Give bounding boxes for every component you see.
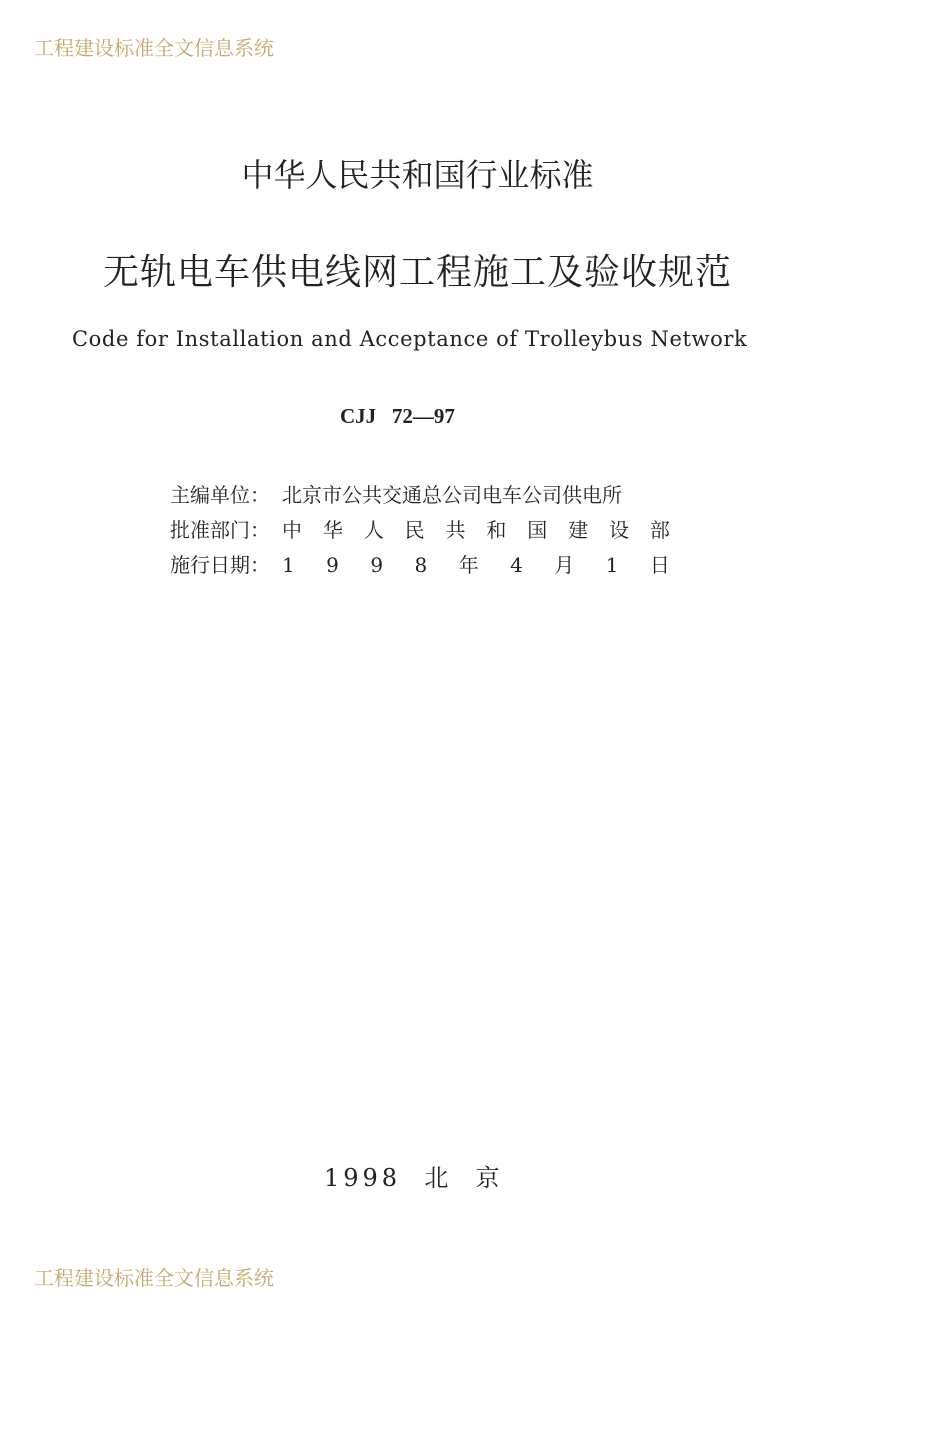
date-char: 9 xyxy=(326,553,339,577)
standard-category: 中华人民共和国行业标准 xyxy=(241,156,594,194)
date-char: 9 xyxy=(370,553,384,577)
approver-char: 华 xyxy=(322,518,343,542)
date-char: 日 xyxy=(649,553,670,577)
editor-label: 主编单位： xyxy=(170,483,270,507)
approver-char: 共 xyxy=(445,518,466,542)
editor-value: 北京市公共交通总公司电车公司供电所 xyxy=(282,483,622,507)
approver-char: 部 xyxy=(649,518,670,542)
effective-date-value xyxy=(282,552,670,587)
effective-date-label: 施行日期： xyxy=(170,553,270,577)
watermark-top: 工程建设标准全文信息系统 xyxy=(34,36,274,60)
date-char: 4 xyxy=(510,553,523,577)
info-block xyxy=(170,482,670,587)
approver-char: 中 xyxy=(282,518,302,542)
date-char: 8 xyxy=(414,553,428,577)
watermark-bottom: 工程建设标准全文信息系统 xyxy=(34,1266,274,1290)
document-title-cn: 无轨电车供电线网工程施工及验收规范 xyxy=(102,252,732,293)
approver-char: 国 xyxy=(527,518,548,542)
approver-row xyxy=(170,517,670,552)
document-title-en: Code for Installation and Acceptance of Trolleybus Network xyxy=(72,327,748,351)
date-char: 1 xyxy=(605,553,619,577)
approver-char: 设 xyxy=(609,518,629,542)
publish-info: 1998 北 京 xyxy=(324,1164,504,1192)
approver-label: 批准部门： xyxy=(170,518,270,542)
approver-char: 和 xyxy=(486,518,507,542)
date-char: 月 xyxy=(554,553,575,577)
date-char: 1 xyxy=(282,553,295,577)
approver-char: 人 xyxy=(363,518,384,542)
effective-date-row xyxy=(170,552,670,587)
standard-code: CJJ 72—97 xyxy=(340,404,455,428)
approver-char: 民 xyxy=(404,518,425,542)
approver-char: 建 xyxy=(568,518,589,542)
editor-row xyxy=(170,482,670,517)
date-char: 年 xyxy=(458,553,479,577)
approver-value xyxy=(282,517,670,552)
